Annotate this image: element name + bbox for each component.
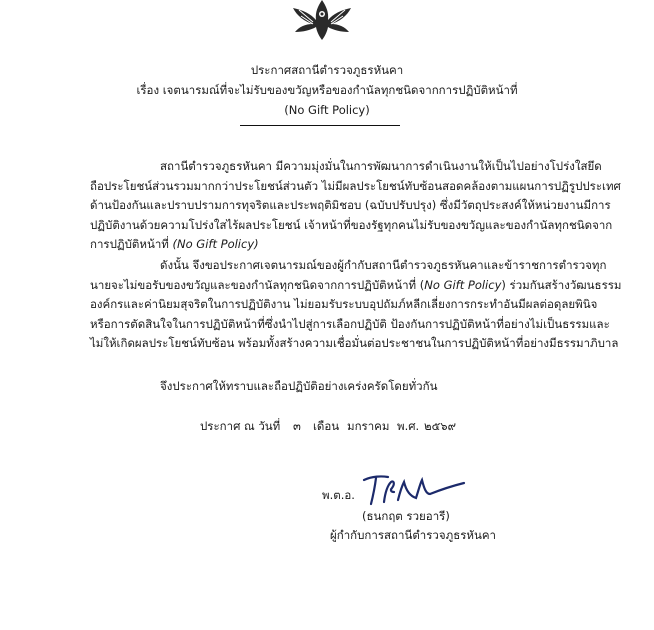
date-month-label: เดือน bbox=[313, 419, 340, 433]
document-subject: เรื่อง เจตนารมณ์ที่จะไม่รับของขวัญหรือของกำนัลทุกชนิดจากการปฏิบัติหน้าที่ bbox=[136, 83, 518, 97]
document-title: ประกาศสถานีตำรวจภูธรหันคา bbox=[250, 63, 404, 77]
date-year-label: พ.ศ. bbox=[397, 419, 420, 433]
date-prefix: ประกาศ ณ วันที่ bbox=[200, 419, 281, 433]
date-year: ๒๕๖๙ bbox=[424, 419, 457, 433]
paragraph-1-line-1: สถานีตำรวจภูธรหันคา มีความมุ่งมั่นในการพัฒนาการดำเนินงานให้เป็นไปอย่างโปร่งใสยึด bbox=[160, 159, 602, 173]
signer-position: ผู้กำกับการสถานีตำรวจภูธรหันคา bbox=[330, 528, 496, 542]
paragraph-2-line-2-a: นายจะไม่ขอรับของขวัญและของกำนัลทุกชนิดจากการปฏิบัติหน้าที่ ( bbox=[90, 277, 425, 292]
paragraph-2-line-4: หรือการตัดสินใจในการปฏิบัติหน้าที่ซึ่งนำไปสู่การเลือกปฏิบัติ ป้องกันการปฏิบัติหน้าที่อย่างไม่เป็นธรรมและ bbox=[90, 316, 610, 331]
document-subtitle: (No Gift Policy) bbox=[284, 103, 370, 117]
signer-rank: พ.ต.อ. bbox=[322, 488, 355, 502]
paragraph-1-line-5-text: การปฏิบัติหน้าที่ bbox=[90, 237, 173, 251]
paragraph-2 bbox=[90, 256, 622, 354]
paragraph-1-line-5 bbox=[90, 235, 576, 255]
paragraph-1-line-3: ด้านป้องกันและปราบปรามการทุจริตและประพฤติมิชอบ (ฉบับปรับปรุง) ซึ่งมีวัตถุประสงค์ให้หน่วยงานมีการ bbox=[90, 198, 611, 212]
paragraph-1 bbox=[90, 157, 621, 255]
date-month: มกราคม bbox=[347, 419, 390, 433]
garuda-emblem-icon bbox=[291, 0, 353, 40]
date-day: ๓ bbox=[293, 419, 301, 433]
paragraph-1-line-2: ถือประโยชน์ส่วนรวมมากกว่าประโยชน์ส่วนตัว ไม่มีผลประโยชน์ทับซ้อนสอดคล้องตามแผนการปฏิรูปประเทศ bbox=[90, 178, 621, 193]
paragraph-2-line-3: องค์กรและค่านิยมสุจริตในการปฏิบัติงาน ไม่ยอมรับระบบอุปถัมภ์หลีกเลี่ยงการกระทำอันมีผลต่อดุลยพินิจ bbox=[90, 297, 598, 311]
paragraph-2-line-5: ไม่ให้เกิดผลประโยชน์ทับซ้อน พร้อมทั้งสร้างความเชื่อมั่นต่อประชาชนในการปฏิบัติหน้าที่อย่างมีธรรมาภิบาล bbox=[90, 336, 619, 350]
paragraph-1-line-4: ปฏิบัติงานด้วยความโปร่งใสไร้ผลประโยชน์ เจ้าหน้าที่ของรัฐทุกคนไม่รับของขวัญและของกำนัลทุกชนิดจาก bbox=[90, 217, 613, 232]
paragraph-2-line-2 bbox=[90, 276, 622, 296]
closing-statement: จึงประกาศให้ทราบและถือปฏิบัติอย่างเคร่งครัดโดยทั่วกัน bbox=[160, 379, 438, 393]
no-gift-policy-term: No Gift Policy bbox=[424, 277, 502, 292]
paragraph-2-line-2-b: ) ร่วมกันสร้างวัฒนธรรม bbox=[501, 277, 622, 292]
paragraph-2-line-1: ดังนั้น จึงขอประกาศเจตนารมณ์ของผู้กำกับสถานีตำรวจภูธรหันคาและข้าราชการตำรวจทุก bbox=[160, 258, 607, 272]
title-divider bbox=[240, 125, 400, 126]
handwritten-signature bbox=[358, 470, 470, 510]
no-gift-policy-term: (No Gift Policy) bbox=[172, 237, 259, 251]
signer-name: (ธนกฤต รวยอารี) bbox=[362, 509, 450, 523]
